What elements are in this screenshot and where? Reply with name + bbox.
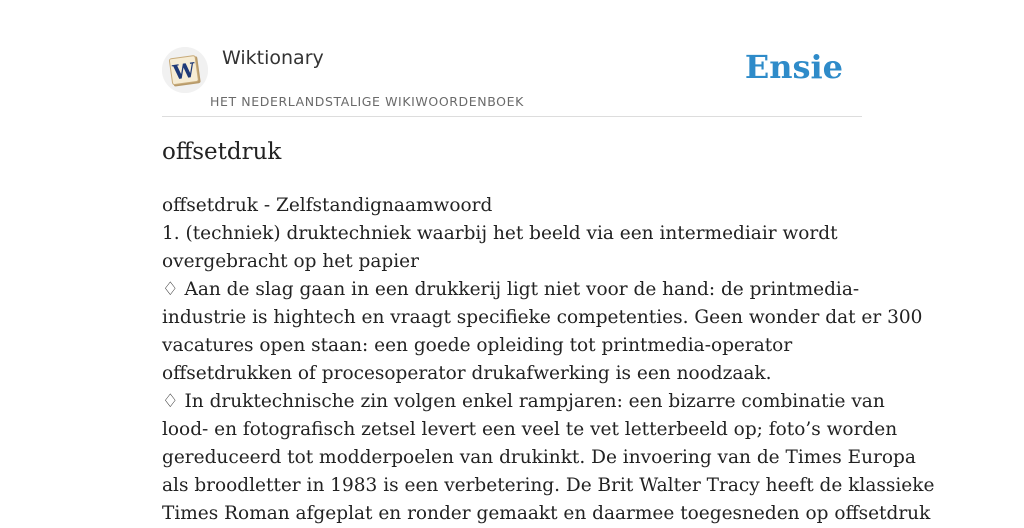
site-name[interactable]: Wiktionary (222, 47, 324, 69)
wiktionary-logo-icon[interactable] (162, 47, 208, 93)
entry-line: gereduceerd tot modderpoelen van drukinkt. De invoering van de Times Europa (162, 447, 916, 468)
entry-line: 1. (techniek) druktechniek waarbij het beeld via een intermediair wordt (162, 223, 838, 244)
site-tagline: HET NEDERLANDSTALIGE WIKIWOORDENBOEK (210, 94, 524, 109)
entry-line: overgebracht op het papier (162, 251, 419, 272)
entry-line: industrie is hightech en vraagt specifieke competenties. Geen wonder dat er 300 (162, 307, 923, 328)
ensie-brand-logo[interactable]: Ensie (744, 48, 843, 86)
entry-line: als broodletter in 1983 is een verbetering. De Brit Walter Tracy heeft de klassieke (162, 475, 935, 496)
entry-line: ♢ Aan de slag gaan in een drukkerij ligt niet voor de hand: de printmedia- (162, 279, 860, 300)
site-header (162, 44, 862, 117)
entry-content (162, 192, 935, 528)
entry-line: vacatures open staan: een goede opleiding tot printmedia-operator (162, 335, 793, 356)
logo-letter: W (171, 57, 197, 85)
page-title: offsetdruk (162, 139, 282, 165)
entry-line: offsetdrukken of procesoperator drukafwerking is een noodzaak. (162, 363, 772, 384)
entry-line: ♢ In druktechnische zin volgen enkel rampjaren: een bizarre combinatie van (162, 391, 885, 412)
entry-line: lood- en fotografisch zetsel levert een veel te vet letterbeeld op; foto’s worden (162, 419, 898, 440)
entry-line: offsetdruk - Zelfstandignaamwoord (162, 195, 493, 216)
entry-line: Times Roman afgeplat en ronder gemaakt en daarmee toegesneden op offsetdruk (162, 503, 931, 524)
